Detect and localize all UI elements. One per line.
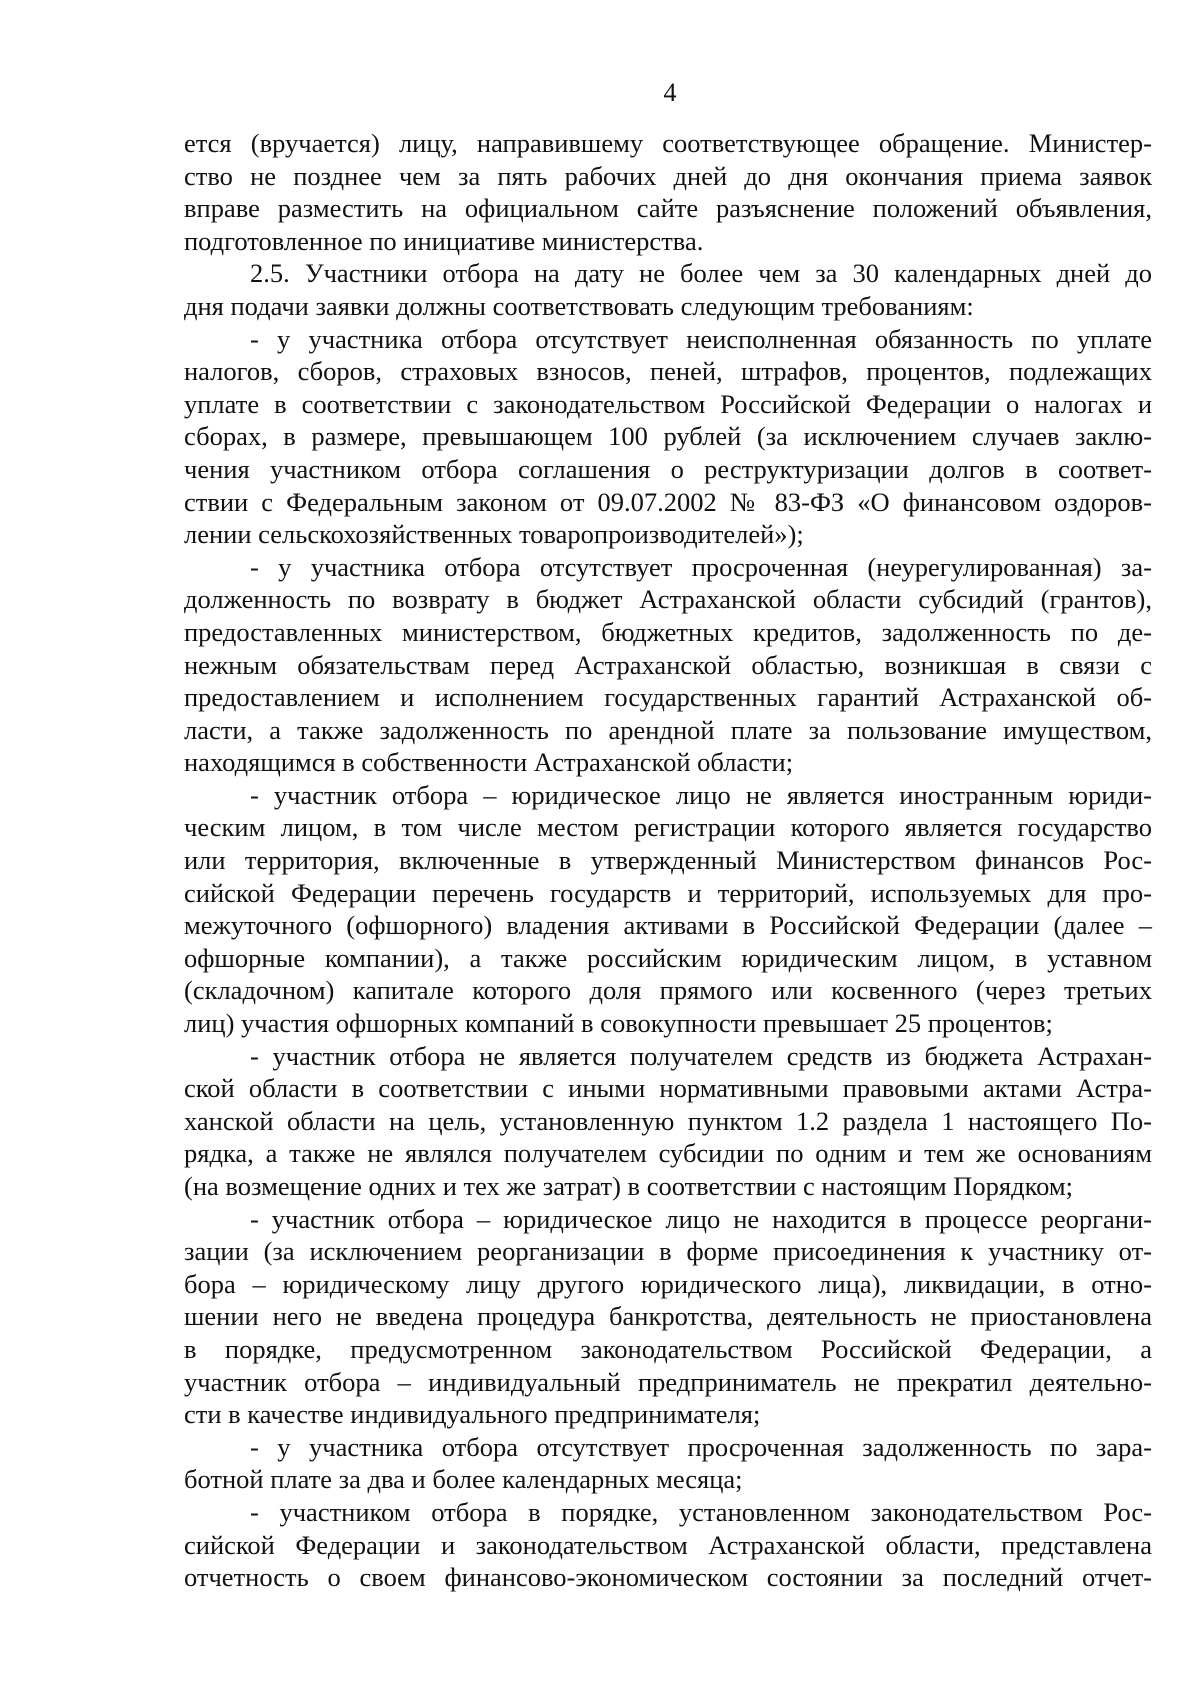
text-line: 2.5. Участники отбора на дату не более чем за 30 календарных дней до — [250, 258, 1152, 289]
text-line: ствии с Федеральным законом от 09.07.2002 № 83-ФЗ «О финансовом оздоров- — [184, 486, 1152, 517]
page-number: 4 — [663, 78, 677, 107]
text-line: ласти, а также задолженность по арендной плате за пользование имуществом, — [184, 714, 1152, 745]
text-line: лиц) участия офшорных компаний в совокупности превышает 25 процентов; — [184, 1008, 1053, 1039]
text-line: бора – юридическому лицу другого юридического лица), ликвидации, в отно- — [184, 1268, 1152, 1299]
text-line: - участником отбора в порядке, установленном законодательством Рос- — [250, 1496, 1152, 1527]
text-line: (на возмещение одних и тех же затрат) в соответствии с настоящим Порядком; — [184, 1171, 1074, 1201]
text-line: - участник отбора – юридическое лицо не находится в процессе реоргани- — [250, 1203, 1152, 1234]
text-line: (складочном) капитале которого доля прямого или косвенного (через третьих — [184, 975, 1152, 1006]
text-line: зации (за исключением реорганизации в форме присоединения к участнику от- — [184, 1236, 1152, 1267]
text-line: отчетность о своем финансово-экономическом состоянии за последний отчет- — [184, 1562, 1152, 1593]
text-line: шении него не введена процедура банкротства, деятельность не приостановлена — [184, 1301, 1152, 1332]
text-line: сийской Федерации перечень государств и территорий, используемых для про- — [184, 877, 1152, 908]
text-line: предоставленных министерством, бюджетных кредитов, задолженность по де- — [184, 616, 1152, 647]
text-line: предоставлением и исполнением государственных гарантий Астраханской об- — [184, 682, 1152, 713]
text-line: сийской Федерации и законодательством Астраханской области, представлена — [184, 1529, 1152, 1560]
text-line: лении сельскохозяйственных товаропроизводителей»); — [184, 519, 804, 550]
text-line: долженность по возврату в бюджет Астраханской области субсидий (грантов), — [184, 584, 1152, 615]
text-line: ханской области на цель, установленную пунктом 1.2 раздела 1 настоящего По- — [184, 1105, 1152, 1136]
text-line: сти в качестве индивидуального предпринимателя; — [184, 1399, 761, 1430]
text-line: ство не позднее чем за пять рабочих дней до дня окончания приема заявок — [184, 160, 1152, 191]
text-line: ботной плате за два и более календарных месяца; — [184, 1464, 743, 1495]
text-line: в порядке, предусмотренном законодательством Российской Федерации, а — [184, 1333, 1152, 1364]
text-line: - участник отбора не является получателем средств из бюджета Астрахан- — [250, 1040, 1152, 1071]
text-line: налогов, сборов, страховых взносов, пеней, штрафов, процентов, подлежащих — [184, 356, 1152, 387]
text-line: ческим лицом, в том числе местом регистрации которого является государство — [184, 812, 1152, 843]
text-line: - у участника отбора отсутствует просроченная (неурегулированная) за- — [250, 551, 1152, 582]
text-line: ется (вручается) лицу, направившему соответствующее обращение. Министер- — [184, 128, 1152, 158]
text-line: находящимся в собственности Астраханской области; — [184, 747, 794, 778]
text-line: межуточного (офшорного) владения активами в Российской Федерации (далее – — [184, 910, 1152, 941]
text-line: - у участника отбора отсутствует неисполненная обязанность по уплате — [250, 323, 1152, 354]
text-line: сборах, в размере, превышающем 100 рублей (за исключением случаев заклю- — [184, 421, 1152, 452]
text-line: подготовленное по инициативе министерства. — [184, 225, 704, 256]
text-line: - участник отбора – юридическое лицо не является иностранным юриди- — [250, 779, 1152, 810]
text-line: дня подачи заявки должны соответствовать следующим требованиям: — [184, 290, 974, 321]
text-line: - у участника отбора отсутствует просроченная задолженность по зара- — [250, 1431, 1152, 1462]
text-line: вправе разместить на официальном сайте разъяснение положений объявления, — [184, 193, 1152, 224]
document-body — [184, 127, 1152, 1594]
text-line: участник отбора – индивидуальный предприниматель не прекратил деятельно- — [184, 1366, 1152, 1397]
text-line: или территория, включенные в утвержденный Министерством финансов Рос- — [184, 845, 1152, 876]
text-line: чения участником отбора соглашения о реструктуризации долгов в соответ- — [184, 453, 1152, 484]
text-line: рядка, а также не являлся получателем субсидии по одним и тем же основаниям — [184, 1138, 1152, 1169]
text-line: нежным обязательствам перед Астраханской областью, возникшая в связи с — [184, 649, 1152, 680]
text-line: офшорные компании), а также российским юридическим лицом, в уставном — [184, 942, 1152, 973]
text-line: ской области в соответствии с иными нормативными правовыми актами Астра- — [184, 1073, 1152, 1104]
text-line: уплате в соответствии с законодательством Российской Федерации о налогах и — [184, 388, 1152, 419]
